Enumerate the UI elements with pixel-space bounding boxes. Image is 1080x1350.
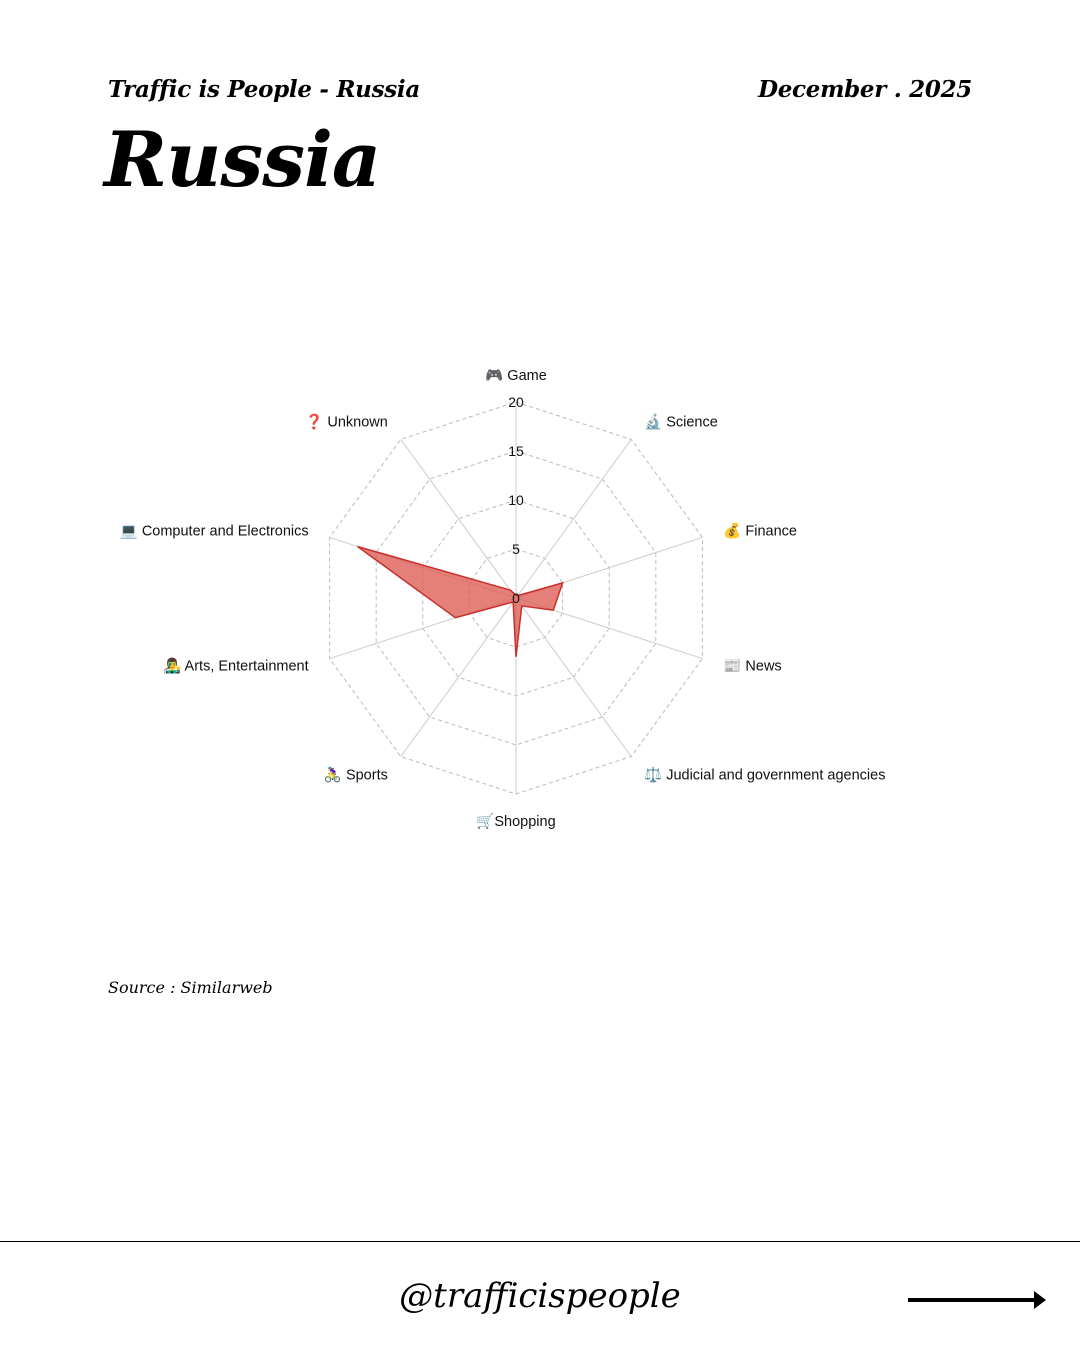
axis-label: ❓ Unknown: [305, 414, 388, 431]
axis-label: ⚖️ Judicial and government agencies: [644, 767, 886, 784]
header-title: Traffic is People - Russia: [108, 76, 420, 103]
axis-label: 🎮 Game: [485, 368, 547, 384]
footer-divider: [0, 1241, 1080, 1242]
axis-label: 🚴‍♀️ Sports: [323, 767, 388, 784]
radial-tick-label: 20: [508, 394, 524, 410]
grid-spoke: [516, 598, 631, 757]
footer-handle: @trafficispeople: [399, 1276, 681, 1316]
radial-tick-label: 10: [508, 492, 524, 508]
grid-spoke: [401, 598, 516, 757]
radial-tick-label: 15: [508, 443, 524, 459]
axis-label: 💻 Computer and Electronics: [119, 523, 309, 540]
page-title: Russia: [104, 115, 381, 204]
axis-label: 👨‍🎤 Arts, Entertainment: [163, 658, 309, 675]
header-date: December . 2025: [758, 76, 972, 103]
radial-tick-label: 0: [512, 590, 520, 606]
axis-label: 🔬 Science: [644, 414, 718, 431]
axis-label: 📰 News: [723, 658, 782, 675]
radar-series-area: [358, 547, 563, 657]
grid-spoke: [516, 439, 631, 598]
right-arrow-icon[interactable]: [908, 1288, 1048, 1312]
radial-tick-label: 5: [512, 541, 520, 557]
axis-label: 🛒Shopping: [476, 814, 556, 830]
source-note: Source : Similarweb: [108, 978, 273, 997]
axis-label: 💰 Finance: [723, 523, 798, 540]
